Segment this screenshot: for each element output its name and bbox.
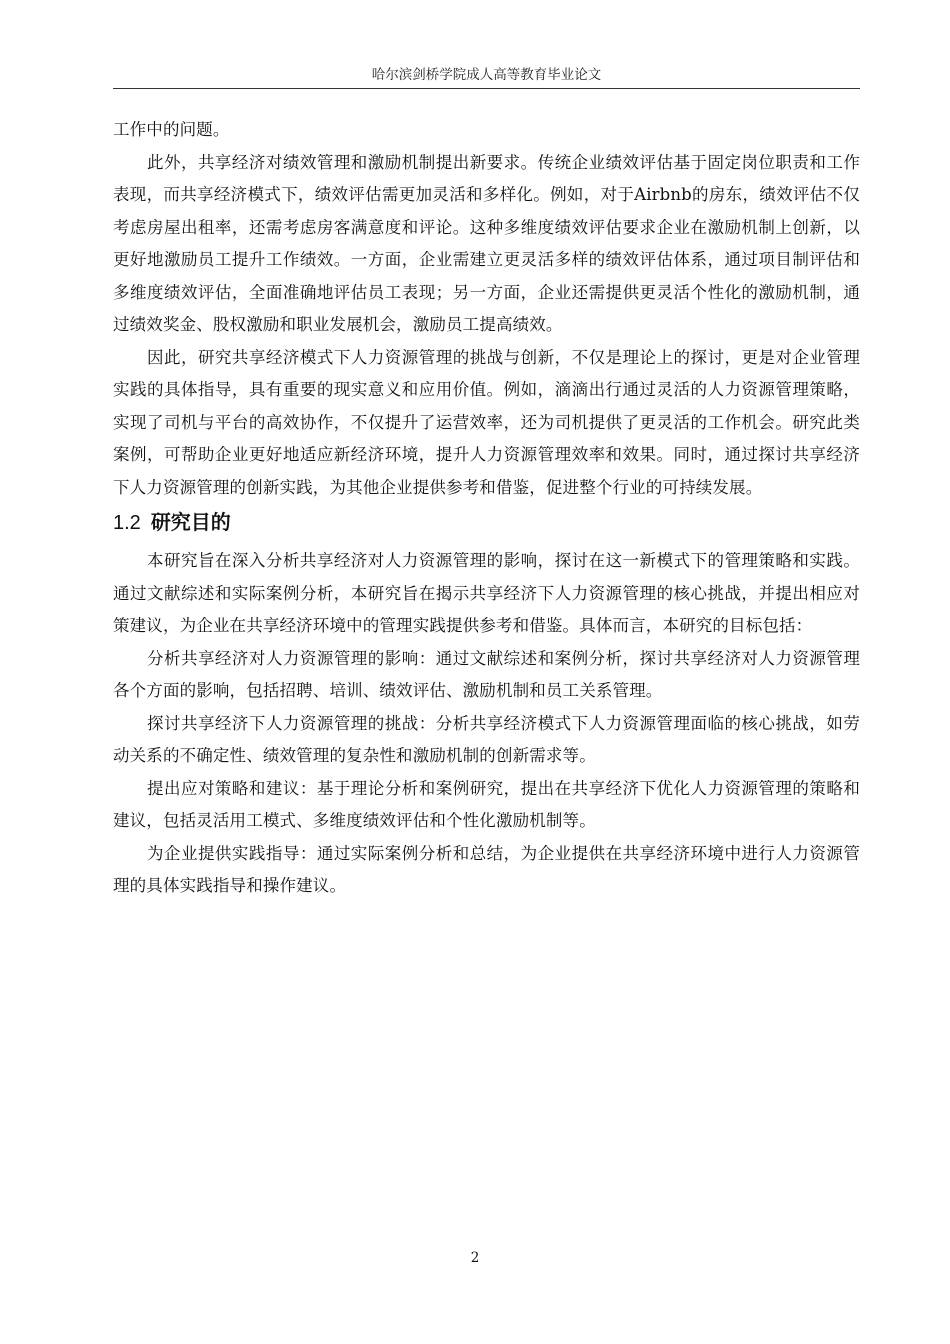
- paragraph-goal-practice-guidance: 为企业提供实践指导：通过实际案例分析和总结，为企业提供在共享经济环境中进行人力资源管理的具体实践指导和操作建议。: [113, 843, 860, 895]
- body-text: [113, 114, 860, 903]
- section-title: 研究目的: [150, 510, 231, 534]
- header-divider: [113, 88, 860, 89]
- paragraph-performance-management: 此外，共享经济对绩效管理和激励机制提出新要求。传统企业绩效评估基于固定岗位职责和工作表现，而共享经济模式下，绩效评估需更加灵活和多样化。例如，对于Airbnb的房东，绩效评估不仅考虑房屋出租率，还需考虑房客满意度和评论。这种多维度绩效评估要求企业在激励机制上创新，以更好地激励员工提升工作绩效。一方面，企业需建立更灵活多样的绩效评估体系，通过项目制评估和多维度绩效评估，全面准确地评估员工表现；另一方面，企业还需提供更灵活个性化的激励机制，通过绩效奖金、股权激励和职业发展机会，激励员工提高绩效。: [113, 152, 860, 334]
- paragraph-research-purpose: 本研究旨在深入分析共享经济对人力资源管理的影响，探讨在这一新模式下的管理策略和实践。通过文献综述和实际案例分析，本研究旨在揭示共享经济下人力资源管理的核心挑战，并提出相应对策建议，为企业在共享经济环境中的管理实践提供参考和借鉴。具体而言，本研究的目标包括：: [113, 551, 860, 635]
- section-heading: [113, 506, 860, 539]
- paragraph-goal-impact-analysis: 分析共享经济对人力资源管理的影响：通过文献综述和案例分析，探讨共享经济对人力资源管理各个方面的影响，包括招聘、培训、绩效评估、激励机制和员工关系管理。: [113, 648, 860, 700]
- paragraph-continuation: 工作中的问题。: [113, 120, 230, 139]
- page-header: 哈尔滨剑桥学院成人高等教育毕业论文: [371, 67, 602, 83]
- paragraph-goal-challenges: 探讨共享经济下人力资源管理的挑战：分析共享经济模式下人力资源管理面临的核心挑战，如劳动关系的不确定性、绩效管理的复杂性和激励机制的创新需求等。: [113, 713, 860, 765]
- section-number: 1.2: [113, 512, 141, 534]
- page-number: 2: [470, 1250, 480, 1266]
- paragraph-research-significance: 因此，研究共享经济模式下人力资源管理的挑战与创新，不仅是理论上的探讨，更是对企业管理实践的具体指导，具有重要的现实意义和应用价值。例如，滴滴出行通过灵活的人力资源管理策略，实现了司机与平台的高效协作，不仅提升了运营效率，还为司机提供了更灵活的工作机会。研究此类案例，可帮助企业更好地适应新经济环境，提升人力资源管理效率和效果。同时，通过探讨共享经济下人力资源管理的创新实践，为其他企业提供参考和借鉴，促进整个行业的可持续发展。: [113, 347, 860, 497]
- paragraph-goal-strategies: 提出应对策略和建议：基于理论分析和案例研究，提出在共享经济下优化人力资源管理的策略和建议，包括灵活用工模式、多维度绩效评估和个性化激励机制等。: [113, 778, 860, 830]
